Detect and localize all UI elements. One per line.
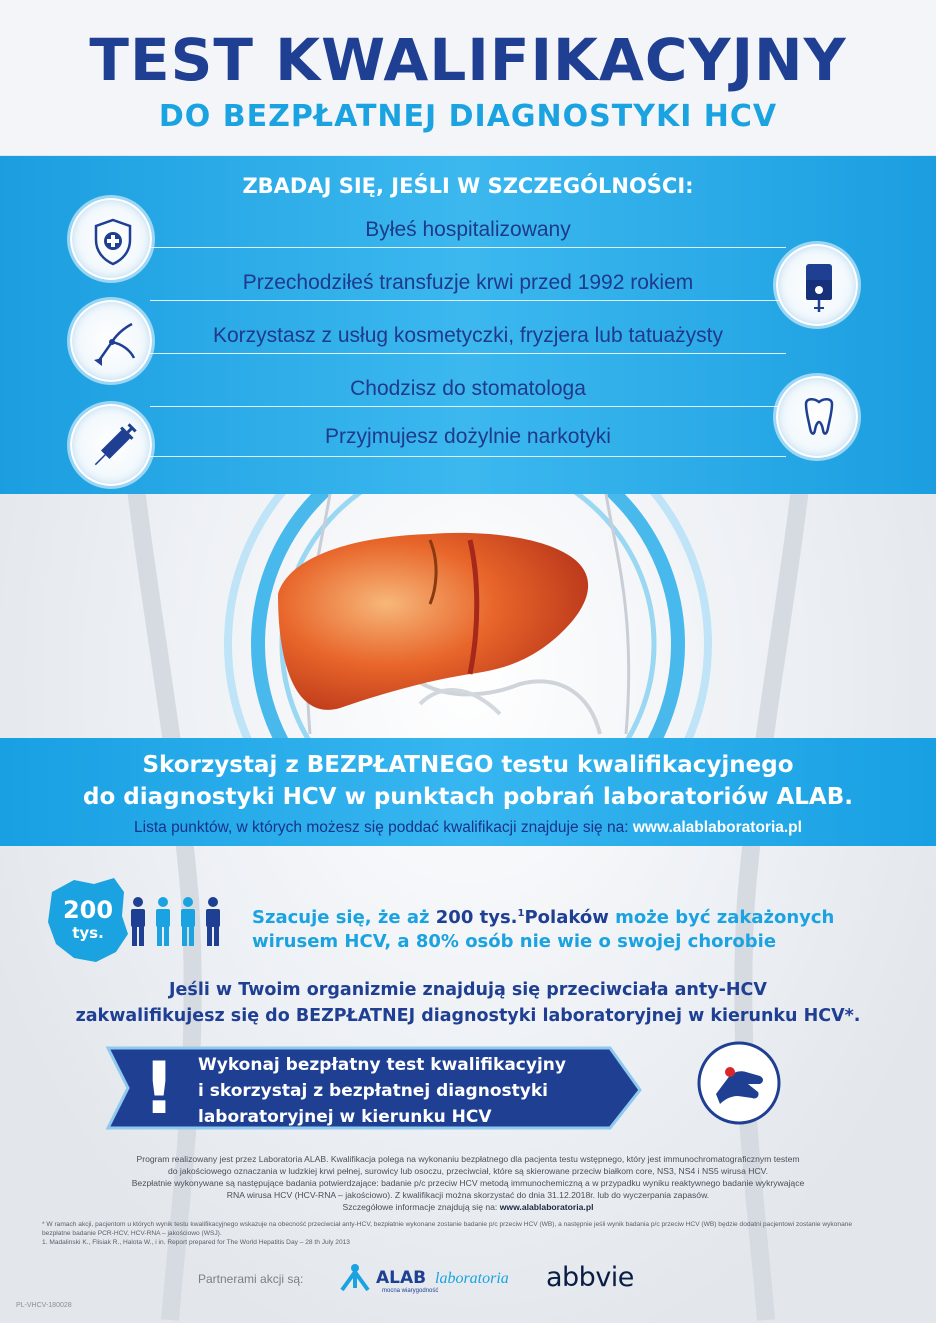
footnote-line: * W ramach akcji, pacjentom u których wynik testu kwalifikacyjnego wskazuje na obecność przeciwciał anty-HCV, bezpłatnie wykonane zostanie badanie p/c przeciw HCV (WB), a następnie jeśli wynik badania p/c przeciw HCV (WB) będzie dodatni pacjentowi zostanie wykonane xyxy=(42,1221,853,1228)
alab-name: ALAB xyxy=(376,1268,427,1288)
cta-points-text: Lista punktów, w których możesz się poddać kwalifikacji znajduje się na: xyxy=(134,819,629,836)
fineprint-line: do jakościowego oznaczania w ludzkiej krwi pełnej, surowicy lub osoczu, przeciwciał, które są skierowane przeciw białkom core, NS3, NS4 i NS5 wirusa HCV. xyxy=(167,1166,769,1176)
risk-divider xyxy=(150,406,786,407)
stat-text-e: wirusem HCV, a 80% osób nie wie o swojej chorobie xyxy=(252,931,777,952)
risk-divider xyxy=(150,300,786,301)
exclamation-icon: ! xyxy=(142,1046,176,1130)
banner-text xyxy=(198,1052,638,1130)
page-title: TEST KWALIFIKACYJNY xyxy=(89,26,847,94)
stat-text-a: Szacuje się, że aż xyxy=(252,907,430,928)
stat-unit: tys. xyxy=(72,924,104,942)
banner-line-1: Wykonaj bezpłatny test kwalifikacyjny xyxy=(198,1055,566,1075)
stat-number: 200 xyxy=(62,896,114,924)
stat-footnote-mark: 1 xyxy=(517,908,525,919)
risk-divider xyxy=(150,456,786,457)
fineprint xyxy=(60,1153,876,1213)
liver-illustration xyxy=(0,494,936,738)
page-subtitle: DO BEZPŁATNEJ DIAGNOSTYKI HCV xyxy=(158,99,778,134)
cta-line-3 xyxy=(0,819,936,837)
footnotes xyxy=(42,1220,894,1247)
abbvie-logo: abbvie xyxy=(546,1262,634,1293)
risk-item-transfusion: Przechodziłeś transfuzje krwi przed 1992 rokiem xyxy=(242,271,694,294)
fineprint-line: RNA wirusa HCV (HCV-RNA – jakościowo). Z kwalifikacji można skorzystać do dnia 31.12.2018r. lub do wyczerpania zapasów. xyxy=(226,1190,710,1200)
document-code: PL-VHCV-180028 xyxy=(16,1302,72,1309)
fineprint-info: Szczegółowe informacje znajdują się na: xyxy=(342,1202,498,1212)
stat-text-d: może być zakażonych xyxy=(615,907,835,928)
alab-tagline: mocna wiarygodność xyxy=(382,1288,439,1294)
blood-test-hand-icon xyxy=(694,1038,784,1128)
fineprint-line xyxy=(60,1201,876,1213)
partners-label: Partnerami akcji są: xyxy=(198,1272,304,1286)
syringe-icon xyxy=(70,404,152,486)
stat-text-b: 200 tys. xyxy=(435,907,518,928)
risk-item-drugs: Przyjmujesz dożylnie narkotyki xyxy=(325,425,611,448)
risk-divider xyxy=(150,247,786,248)
footnote-line: bezpłatne badanie PCR-HCV, HCV-RNA – jakościowo (WSJ). xyxy=(42,1230,222,1237)
cta-url-link[interactable]: www.alablaboratoria.pl xyxy=(632,819,802,836)
cuticle-nipper-icon xyxy=(70,300,152,382)
banner-line-2: i skorzystaj z bezpłatnej diagnostyki xyxy=(198,1081,548,1101)
alab-lab: laboratoria xyxy=(435,1270,509,1287)
antihcv-line-2: zakwalifikujesz się do BEZPŁATNEJ diagnostyki laboratoryjnej w kierunku HCV*. xyxy=(75,1006,861,1026)
fineprint-line: Program realizowany jest przez Laboratoria ALAB. Kwalifikacja polega na wykonaniu bezpłatnego dla pacjenta testu wstępnego, który jest immunochromatograficznym testem xyxy=(136,1154,800,1164)
risk-divider xyxy=(150,353,786,354)
risk-heading: ZBADAJ SIĘ, JEŚLI W SZCZEGÓLNOŚCI: xyxy=(242,174,694,198)
blood-bag-icon xyxy=(776,244,858,326)
footnote-line: 1. Madalinski K., Flisiak R., Halota W., i in. Report prepared for The World Hepatitis Day – 28 th July 2013 xyxy=(42,1239,350,1246)
risk-item-cosmetics: Korzystasz z usług kosmetyczki, fryzjera lub tatuażysty xyxy=(213,324,723,347)
cta-line-1: Skorzystaj z BEZPŁATNEGO testu kwalifikacyjnego xyxy=(142,752,794,778)
cta-line-2: do diagnostyki HCV w punktach pobrań laboratoriów ALAB. xyxy=(83,784,853,810)
banner-line-3: laboratoryjnej w kierunku HCV xyxy=(198,1107,492,1127)
alab-logo-icon xyxy=(338,1262,372,1292)
stat-text xyxy=(252,902,892,954)
shield-cross-icon xyxy=(70,198,152,280)
risk-item-hospitalized: Byłeś hospitalizowany xyxy=(365,218,571,241)
tooth-icon xyxy=(776,376,858,458)
antihcv-line-1: Jeśli w Twoim organizmie znajdują się przeciwciała anty-HCV xyxy=(169,980,767,1000)
risk-item-dentist: Chodzisz do stomatologa xyxy=(350,377,586,400)
fineprint-url-link[interactable]: www.alablaboratoria.pl xyxy=(499,1202,594,1212)
stat-text-c: Polaków xyxy=(524,907,609,928)
fineprint-line: Bezpłatnie wykonywane są następujące badania potwierdzające: badanie p/c przeciw HCV metodą immunochemiczną a w przypadku wyniku reaktywnego badanie wykrywające xyxy=(131,1178,805,1188)
people-icon xyxy=(128,896,224,948)
